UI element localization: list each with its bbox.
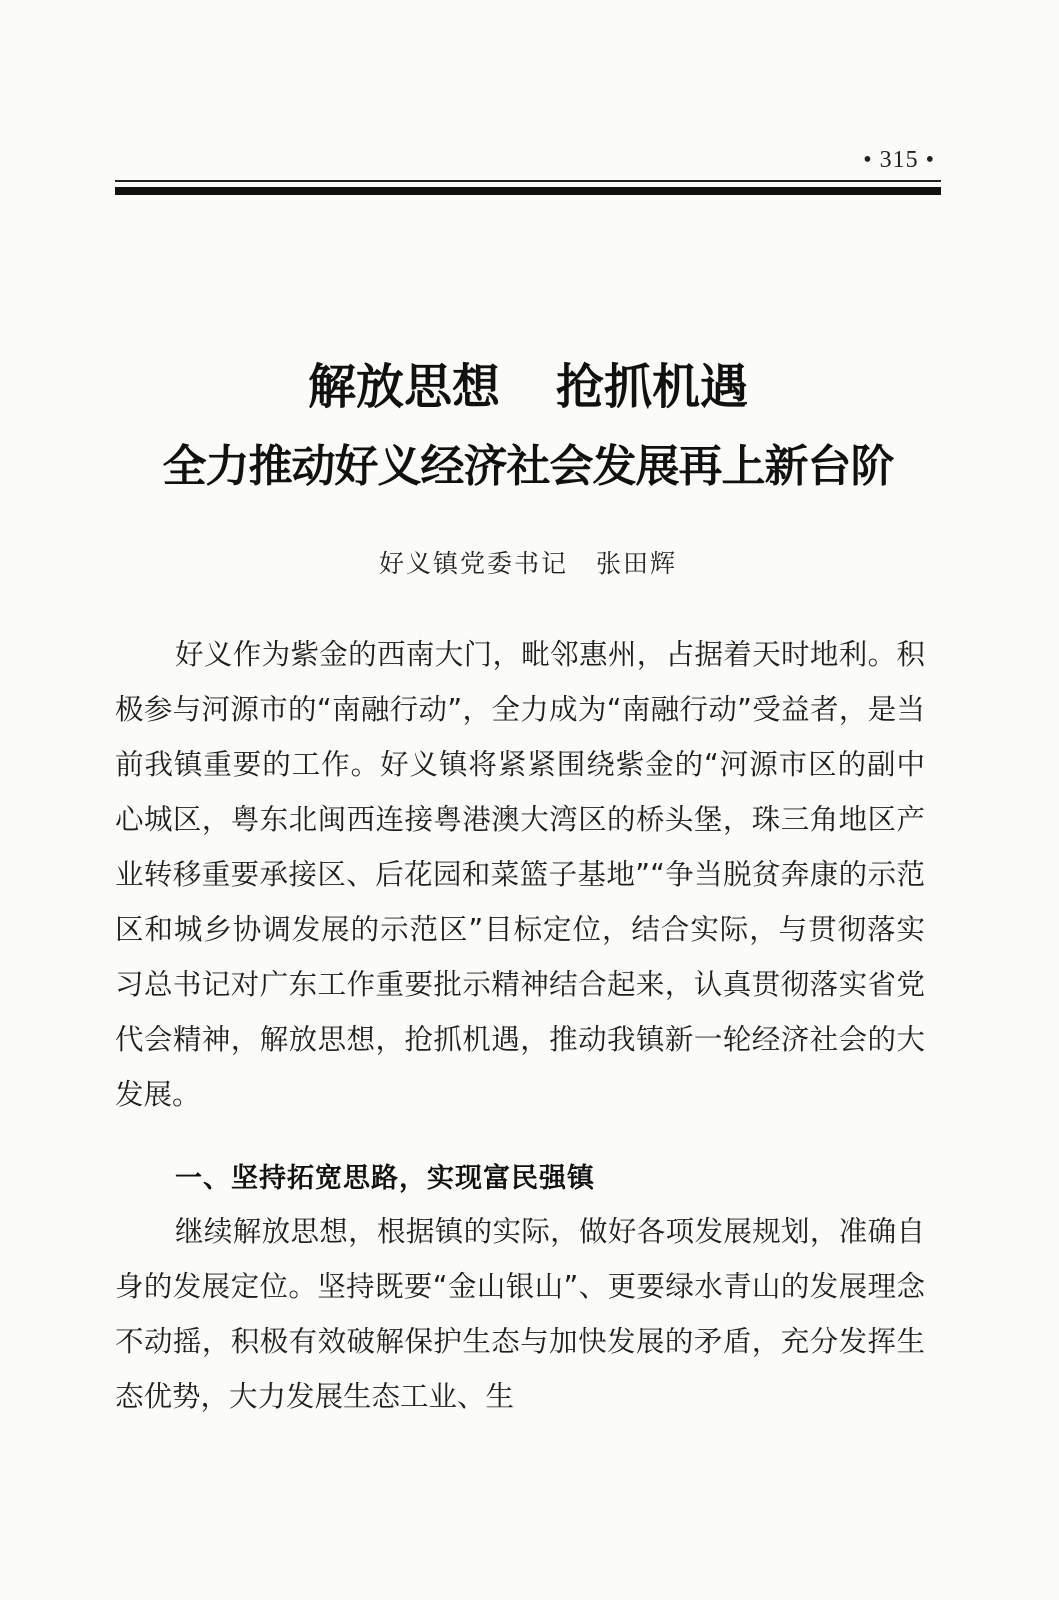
title-phrase-1: 解放思想 — [307, 359, 500, 415]
author-name: 张田辉 — [596, 549, 678, 578]
article-title-line-2: 全力推动好义经济社会发展再上新台阶 — [162, 441, 894, 492]
paragraph-section-1: 继续解放思想，根据镇的实际，做好各项发展规划，准确自身的发展定位。坚持既要“金山银山”、更要绿水青山的发展理念不动摇，积极有效破解保护生态与加快发展的矛盾，充分发挥生态优势，大力发展生态工业、生 — [115, 1215, 925, 1413]
page-number: • 315 • — [863, 147, 935, 173]
section-heading-1: 一、坚持拓宽思路，实现富民强镇 — [175, 1163, 595, 1194]
header-rule-thick — [115, 187, 941, 195]
paragraph-intro: 好义作为紫金的西南大门，毗邻惠州，占据着天时地利。积极参与河源市的“南融行动”，全力成为“南融行动”受益者，是当前我镇重要的工作。好义镇将紧紧围绕紫金的“河源市区的副中心城区，粤东北闽西连接粤港澳大湾区的桥头堡，珠三角地区产业转移重要承接区、后花园和菜篮子基地”“争当脱贫奔康的示范区和城乡协调发展的示范区”目标定位，结合实际，与贯彻落实习总书记对广东工作重要批示精神结合起来，认真贯彻落实省党代会精神，解放思想，抢抓机遇，推动我镇新一轮经济社会的大发展。 — [115, 638, 925, 1111]
author-position: 好义镇党委书记 — [378, 549, 568, 578]
header-rule-thin — [115, 180, 941, 182]
article-title-line-1 — [115, 348, 941, 417]
title-phrase-2: 抢抓机遇 — [556, 359, 749, 415]
byline — [115, 544, 941, 580]
